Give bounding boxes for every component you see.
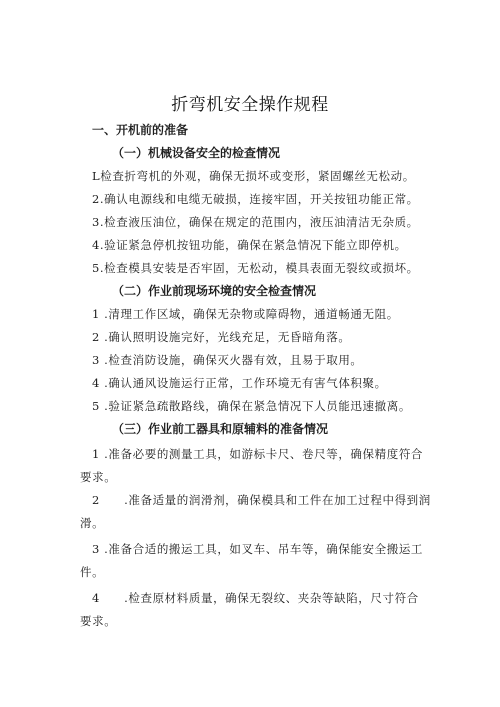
subsection-heading: （二）作业前现场环境的安全检查情况 [112,284,317,298]
list-item: 3 .检查消防设施，确保灭火器有效，且易于取用。 [92,353,363,367]
list-item: L检查折弯机的外观，确保无损坏或变形，紧固螺丝无松动。 [92,169,415,183]
list-item: 4 .检查原材料质量，确保无裂纹、夹杂等缺陷，尺寸符合 [92,591,419,605]
list-item: 5 .验证紧急疏散路线，确保在紧急情况下人员能迅速撤离。 [92,399,411,413]
list-item: 3 .准备合适的搬运工具，如叉车、吊车等，确保能安全搬运工 [92,542,424,556]
list-item: 4.验证紧急停机按钮功能，确保在紧急情况下能立即停机。 [92,238,407,252]
list-item: 5.检查模具安装是否牢固，无松动，模具表面无裂纹或损坏。 [92,261,419,275]
list-item: 3.检查液压油位，确保在规定的范围内，液压油清洁无杂质。 [92,215,419,229]
list-item: 2.确认电源线和电缆无破损，连接牢固，开关按钮功能正常。 [92,192,419,206]
list-item: 2 .确认照明设施完好，光线充足，无昏暗角落。 [92,330,351,344]
list-item: 1 .清理工作区域，确保无杂物或障碍物，通道畅通无阻。 [92,307,399,321]
document-title: 折弯机安全操作规程 [171,95,329,115]
list-item-continuation: 滑。 [80,516,105,530]
list-item: 4 .确认通风设施运行正常，工作环境无有害气体积聚。 [92,376,387,390]
list-item-continuation: 要求。 [80,470,117,484]
list-item: 1 .准备必要的测量工具，如游标卡尺、卷尺等，确保精度符合 [92,447,424,461]
subsection-heading: （三）作业前工器具和原辅料的准备情况 [112,422,329,436]
list-item-continuation: 要求。 [80,614,117,628]
subsection-heading: （一）机械设备安全的检查情况 [112,146,281,160]
section-heading: 一、开机前的准备 [92,123,189,137]
list-item: 2 .准备适量的润滑剂，确保模具和工件在加工过程中得到润 [92,493,431,507]
list-item-continuation: 件。 [80,565,105,579]
